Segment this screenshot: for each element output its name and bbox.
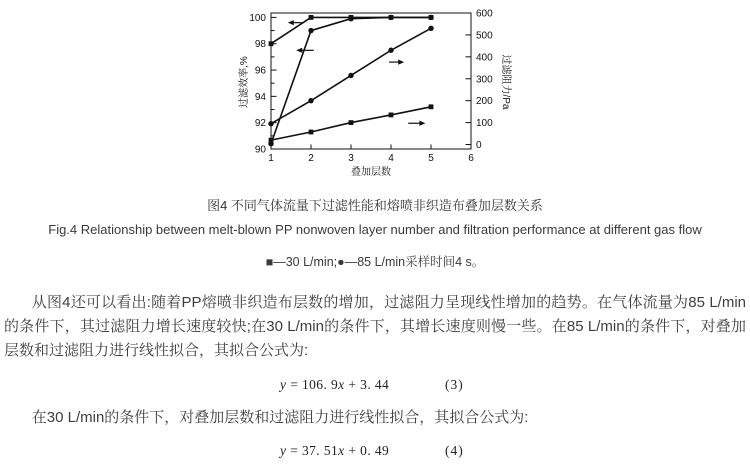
svg-text:90: 90 (254, 144, 266, 156)
svg-text:400: 400 (476, 52, 493, 64)
svg-text:过滤阻力/Pa: 过滤阻力/Pa (500, 54, 511, 110)
equation-4-number: (4) (445, 443, 464, 458)
svg-text:5: 5 (428, 153, 434, 164)
svg-text:4: 4 (388, 153, 394, 164)
paragraph-1: 从图4还可以看出:随着PP熔喷非织造布层数的增加，过滤阻力呈现线性增加的趋势。在气体流量为85 L/min的条件下，其过滤阻力增长速度较快;在30 L/min的条件下，其增长速度则慢一些。在85 L/min的条件下，对叠加层数和过滤阻力进行线性拟合，其拟合公式为: (4, 294, 746, 359)
figure-caption-en: Fig.4 Relationship between melt-blown PP nonwoven layer number and filtration performance at different gas flow (48, 222, 702, 237)
equation-3 (0, 377, 750, 397)
svg-text:2: 2 (308, 153, 314, 164)
svg-text:96: 96 (254, 65, 266, 77)
svg-text:98: 98 (254, 39, 266, 51)
svg-text:6: 6 (468, 153, 474, 164)
svg-text:1: 1 (268, 153, 274, 164)
figure-chart (0, 0, 750, 192)
paragraph-2: 在30 L/min的条件下，对叠加层数和过滤阻力进行线性拟合，其拟合公式为: (31, 409, 529, 426)
figure-caption-zh: 图4 不同气体流量下过滤性能和熔喷非织造布叠加层数关系 (207, 198, 543, 213)
svg-text:600: 600 (476, 8, 493, 20)
svg-text:500: 500 (476, 30, 493, 42)
svg-text:300: 300 (476, 74, 493, 86)
svg-text:3: 3 (348, 153, 354, 164)
svg-text:叠加层数: 叠加层数 (351, 167, 391, 178)
svg-text:94: 94 (254, 91, 266, 103)
svg-text:200: 200 (476, 96, 493, 108)
equation-4 (0, 443, 750, 463)
svg-text:100: 100 (476, 118, 493, 130)
figure-legend: ■—30 L/min;●—85 L/min采样时间4 s。 (265, 255, 485, 269)
equation-3-formula: y = 106. 9x + 3. 44 (280, 377, 390, 392)
svg-text:过滤效率,%: 过滤效率,% (239, 56, 250, 108)
svg-text:100: 100 (249, 12, 266, 24)
svg-text:92: 92 (254, 118, 266, 130)
svg-text:0: 0 (476, 140, 482, 151)
equation-3-number: (3) (445, 377, 464, 392)
equation-4-formula: y = 37. 51x + 0. 49 (280, 443, 390, 458)
